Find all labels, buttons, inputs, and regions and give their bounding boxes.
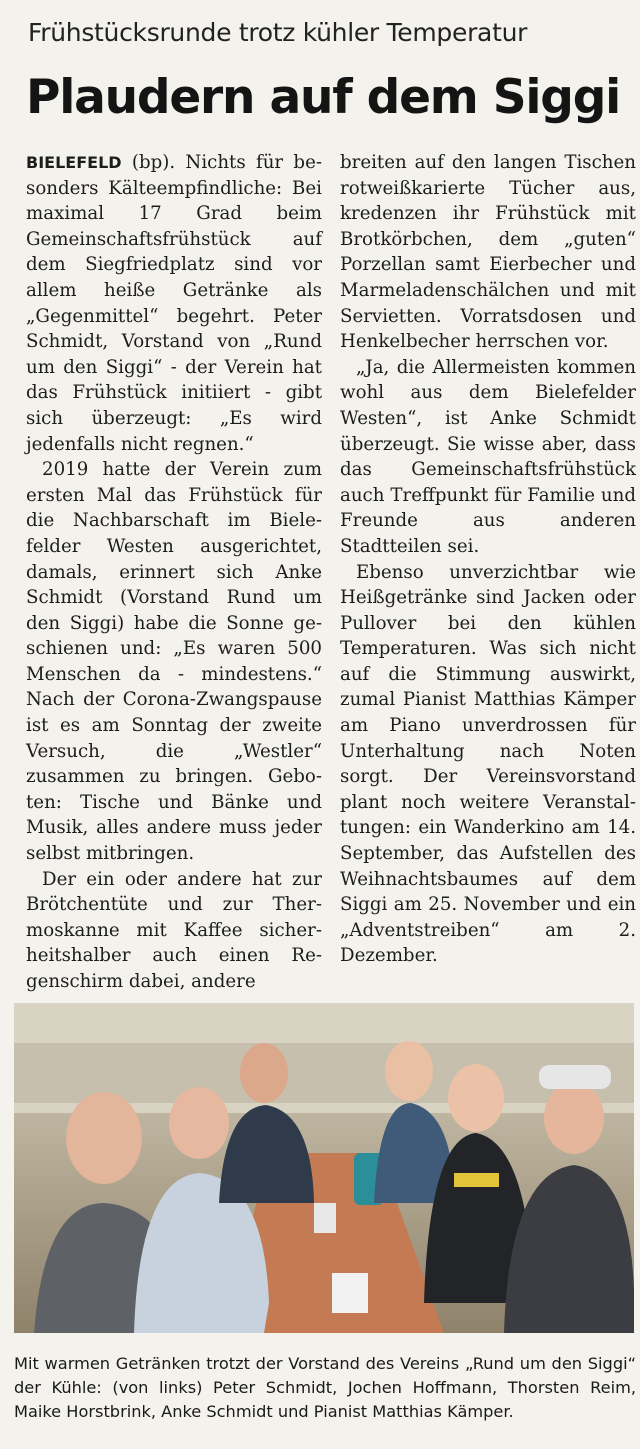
paragraph: Ebenso unverzichtbar wie Heißgetränke sind Jacken oder Pullover bei den kühlen Temperaturen. Was sich nicht auf die Stimmung auswirkt, zumal Pianist Matthias Kämper am Piano unverdrossen für Unterhaltung nach Noten sorgt. Der Vereinsvorstand plant noch weitere Veranstaltungen: ein Wanderkino am 14. September, das Aufstellen des Weihnachtsbaumes auf dem Siggi am 25. November und ein „Adventstreiben“ am 2. Dezember. <box>340 561 636 967</box>
paragraph-text: (bp). Nichts für besonders Kälteempfindliche: Bei maximal 17 Grad beim Gemeinschaftsfrühstück auf dem Siegfriedplatz sind vor allem heiße Getränke als „Gegenmittel“ begehrt. Peter Schmidt, Vorstand von „Rund um den Siggi“ - der Verein hat das Frühstück initiiert - gibt sich überzeugt: „Es wird jedenfalls nicht regnen.“ <box>26 152 322 455</box>
group-photo-illustration <box>14 1003 634 1333</box>
paragraph: Der ein oder andere hat zur Brötchentüte und zur Thermoskanne mit Kaffee sicherheitshalber auch einen Regenschirm dabei, andere <box>26 868 322 992</box>
article-column-left <box>26 150 322 995</box>
article-column-right <box>340 150 636 969</box>
paragraph: breiten auf den langen Tischen rotweißkarierte Tücher aus, kredenzen ihr Frühstück mit Brotkörbchen, dem „guten“ Porzellan samt Eierbecher und Marmeladenschälchen und mit Servietten. Vorratsdosen und Henkelbecher herrschen vor. <box>340 152 636 353</box>
paragraph: „Ja, die Allermeisten kommen wohl aus dem Bielefelder Westen“, ist Anke Schmidt überzeugt. Sie wisse aber, dass das Gemeinschaftsfrühstück auch Treffpunkt für Familie und Freunde aus anderen Stadtteilen sei. <box>340 356 636 557</box>
photo-caption: Mit warmen Getränken trotzt der Vorstand des Vereins „Rund um den Siggi“ der Kühle: (von links) Peter Schmidt, Jochen Hoffmann, Thorsten Reim, Maike Horstbrink, Anke Schmidt und Pianist Matthias Kämper. <box>14 1354 636 1421</box>
headline: Plaudern auf dem Siggi <box>26 70 621 125</box>
kicker: Frühstücksrunde trotz kühler Temperatur <box>28 18 528 47</box>
group-photo <box>14 1003 634 1333</box>
paragraph <box>26 150 322 457</box>
paragraph: 2019 hatte der Verein zum ersten Mal das Frühstück für die Nachbarschaft im Bielefelder Westen ausgerichtet, damals, erinnert sich Anke Schmidt (Vorstand Rund um den Siggi) habe die Sonne geschienen und: „Es waren 500 Menschen da - mindestens.“ Nach der Corona-Zwangspause ist es am Sonntag der zweite Versuch, die „Westler“ zusammen zu bringen. Geboten: Tische und Bänke und Musik, alles andere muss jeder selbst mitbringen. <box>26 459 322 865</box>
dateline: BIELEFELD <box>26 153 122 172</box>
